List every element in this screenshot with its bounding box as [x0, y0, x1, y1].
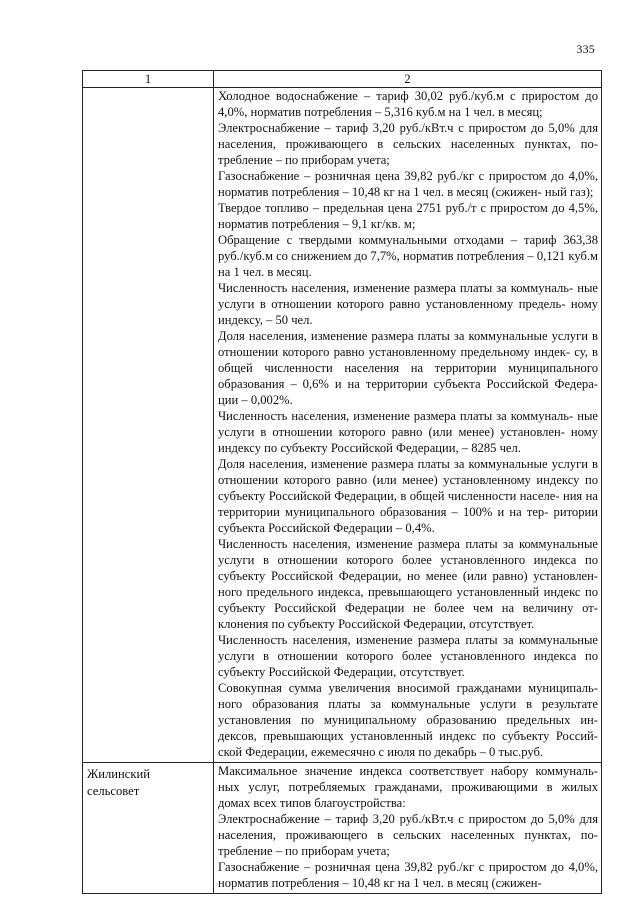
paragraph-electricity: Электроснабжение – тариф 3,20 руб./кВт.ч с приростом до 5,0% для населения, проживающего в сельских населенных пунктах, по- требление – по приборам учета; [218, 812, 598, 858]
paragraph-max-index: Максимальное значение индекса соответствует набору коммуналь- ных услуг, потребляемых гражданами, проживающими в жилых домах всех типов благоустройства: [218, 764, 598, 810]
paragraph-population-above-index: Численность населения, изменение размера платы за коммунальные услуги в отношении которого более установленного индекса по субъекту Российской Федерации, но менее (или равно) установлен- ного предельного индекса, превышающего установленный индекс по субъекту Российской Федерации не более чем на величину от- клонения по субъекту Российской Федерации, отсутствует. [218, 537, 598, 631]
paragraph-share-equal-or-less: Доля населения, изменение размера платы за коммунальные услуги в отношении которого равно (или менее) установленному индексу по субъекту Российской Федерации, в общей численности населе- ния на территории муниципального образования – 100% и на тер- ритории субъекта Российской Федерации – 0,4%. [218, 457, 598, 535]
paragraph-total-increase: Совокупная сумма увеличения вносимой гражданами муниципаль- ного образования платы за коммунальные услуги в результате установления по муниципальному образованию предельных ин- дексов, превышающих установленный индекс по субъекту Россий- ской Федерации, ежемесячно с июля по декабрь – 0 тыс.руб. [218, 681, 598, 759]
paragraph-population-equal-or-less: Численность населения, изменение размера платы за коммуналь- ные услуги в отношении которого равно (или менее) установлен- ному индексу по субъекту Российской Федерации, – 8285 чел. [218, 409, 598, 455]
municipality-cell [83, 88, 214, 763]
paragraph-population-above-index-absent: Численность населения, изменение размера платы за коммунальные услуги в отношении которого более установленного индекса по субъекту Российской Федерации, отсутствует. [218, 633, 598, 679]
municipality-name-line1: Жилинский [87, 767, 150, 781]
paragraph-electricity: Электроснабжение – тариф 3,20 руб./кВт.ч с приростом до 5,0% для населения, проживающего в сельских населенных пунктах, по- требление – по приборам учета; [218, 121, 598, 167]
details-cell [214, 88, 602, 763]
paragraph-share-equal-limit: Доля населения, изменение размера платы за коммунальные услуги в отношении которого равно установленному предельному индек- су, в общей численности населения на территории муниципального образования – 0,6% и на территории субъекта Российской Федера- ции – 0,002%. [218, 329, 598, 407]
page-number: 335 [576, 42, 595, 56]
column-header-1: 1 [83, 71, 214, 88]
details-cell [214, 763, 602, 894]
municipality-name-line2: сельсовет [87, 783, 140, 798]
table-row [83, 763, 602, 894]
paragraph-solid-waste: Обращение с твердыми коммунальными отходами – тариф 363,38 руб./куб.м со снижением до 7,7%, норматив потребления – 0,121 куб.м на 1 чел. в месяц. [218, 233, 598, 279]
paragraph-population-equal-limit: Численность населения, изменение размера платы за коммуналь- ные услуги в отношении которого равно установленному предель- ному индексу, – 50 чел. [218, 281, 598, 327]
paragraph-cold-water: Холодное водоснабжение – тариф 30,02 руб./куб.м с приростом до 4,0%, норматив потребления – 5,316 куб.м на 1 чел. в месяц; [218, 89, 598, 119]
municipality-cell [83, 763, 214, 894]
indices-table [82, 70, 602, 894]
paragraph-gas: Газоснабжение – розничная цена 39,82 руб./кг с приростом до 4,0%, норматив потребления – 10,48 кг на 1 чел. в месяц (сжижен- ный газ); [218, 169, 598, 199]
column-header-2: 2 [214, 71, 602, 88]
table-header-row [83, 71, 602, 88]
paragraph-solid-fuel: Твердое топливо – предельная цена 2751 руб./т с приростом до 4,5%, норматив потребления – 9,1 кг/кв. м; [218, 201, 598, 231]
paragraph-gas: Газоснабжение – розничная цена 39,82 руб./кг с приростом до 4,0%, норматив потребления – 10,48 кг на 1 чел. в месяц (сжижен- [218, 860, 598, 890]
table-row [83, 88, 602, 763]
